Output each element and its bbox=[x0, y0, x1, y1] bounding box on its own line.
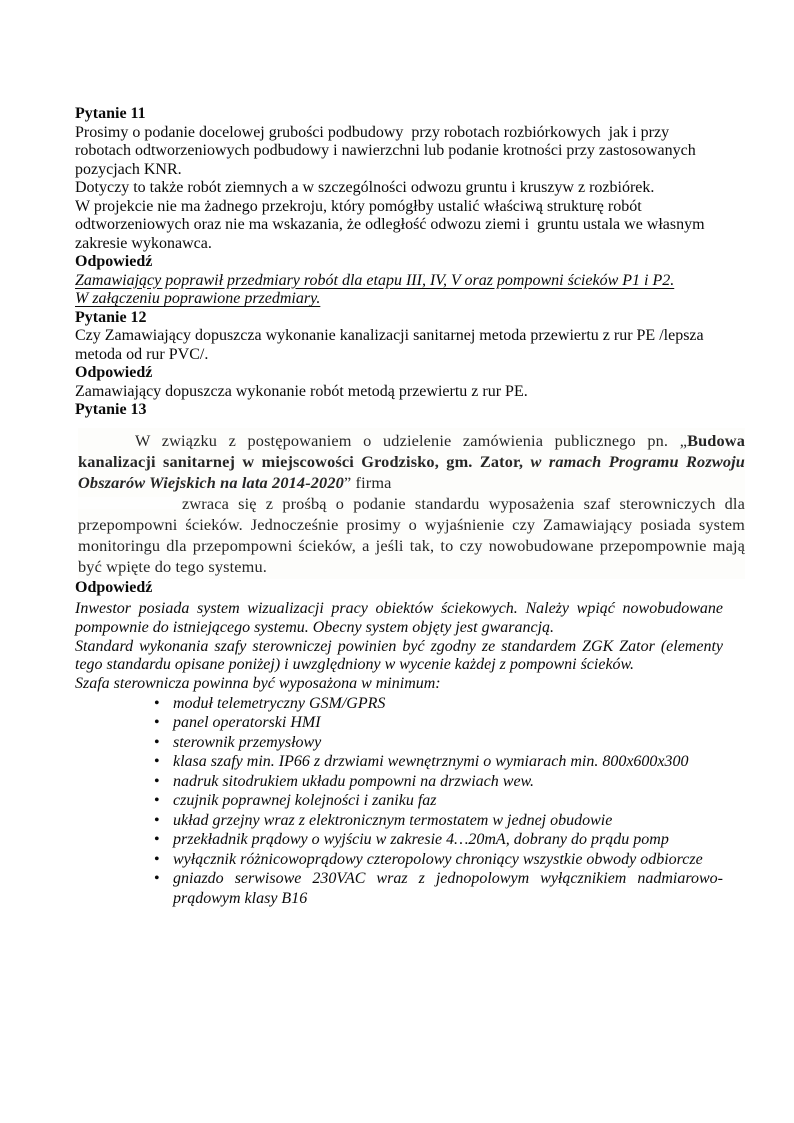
spec-item: • nadruk sitodrukiem układu pompowni na drzwiach wew. bbox=[152, 772, 723, 792]
spec-item: • gniazdo serwisowe 230VAC wraz z jednopolowym wyłącznikiem nadmiarowo-prądowym klasy B16 bbox=[152, 869, 723, 908]
spec-item: • przekładnik prądowy o wyjściu w zakresie 4…20mA, dobrany do prądu pomp bbox=[152, 830, 723, 850]
answer-11-label: Odpowiedź bbox=[75, 253, 153, 270]
answer-12-label: Odpowiedź bbox=[75, 364, 153, 381]
question-11-paragraph-3: W projekcie nie ma żadnego przekroju, który pomógłby ustalić właściwą strukturę robót odtworzeniowych oraz nie ma wskazania, że odległość odwozu ziemi i gruntu ustala we własnym zakresie wykonawca. bbox=[75, 197, 709, 252]
redacted-company-name bbox=[78, 497, 182, 509]
answer-11-line-2: W załączeniu poprawione przedmiary. bbox=[75, 290, 321, 307]
spec-item: • klasa szafy min. IP66 z drzwiami wewnętrznymi o wymiarach min. 800x600x300 bbox=[152, 752, 723, 772]
scan-body-text: zwraca się z prośbą o podanie standardu wyposażenia szaf sterowniczych dla przepompowni ścieków. Jednocześnie prosimy o wyjaśnienie czy Zamawiający posiada system monitoringu dla przepompowni ścieków, a jeśli tak, to czy nowobudowane przepompownie mają być wpięte do tego systemu. bbox=[78, 493, 745, 576]
question-12-heading: Pytanie 12 bbox=[75, 308, 147, 326]
answer-13-paragraph-1: Inwestor posiada system wizualizacji pracy obiektów ściekowych. Należy wpiąć nowobudowane pompownie do istniejącego systemu. Obecny system objęty jest gwarancją. bbox=[75, 600, 723, 636]
answer-11-text bbox=[75, 272, 723, 309]
question-11-section bbox=[75, 105, 723, 309]
spec-item: • układ grzejny wraz z elektronicznym termostatem w jednej obudowie bbox=[152, 811, 723, 831]
spec-item: • sterownik przemysłowy bbox=[152, 733, 723, 753]
answer-13-paragraph-2: Standard wykonania szafy sterowniczej powinien być zgodny ze standardem ZGK Zator (elementy tego standardu opisane poniżej) i uwzględniony w wycenie każdej z pompowni ścieków. bbox=[75, 637, 723, 674]
cabinet-spec-list bbox=[152, 694, 723, 909]
scan-after-title-text: ” firma bbox=[343, 472, 392, 492]
spec-item: • czujnik poprawnej kolejności i zaniku faz bbox=[152, 791, 723, 811]
question-13-section bbox=[75, 401, 745, 908]
scan-paragraph-2 bbox=[78, 493, 745, 577]
answer-12-text: Zamawiający dopuszcza wykonanie robót metodą przewiertu z rur PE. bbox=[75, 382, 528, 400]
question-11-paragraph-1: Prosimy o podanie docelowej grubości podbudowy przy robotach rozbiórkowych jak i przy robotach odtworzeniowych podbudowy i nawierzchni lub podanie krotności przy zastosowanych pozycjach KNR. bbox=[75, 123, 700, 178]
question-12-paragraph: Czy Zamawiający dopuszcza wykonanie kanalizacji sanitarnej metoda przewiertu z rur PE /lepsza metoda od rur PVC/. bbox=[75, 327, 704, 363]
answer-13-paragraph-3: Szafa sterownicza powinna być wyposażona w minimum: bbox=[75, 675, 441, 693]
scan-intro-text: W związku z postępowaniem o udzielenie zamówienia publicznego pn. „ bbox=[135, 430, 688, 450]
spec-item: • moduł telemetryczny GSM/GPRS bbox=[152, 694, 723, 714]
question-12-section bbox=[75, 309, 723, 402]
question-11-paragraph-2: Dotyczy to także robót ziemnych a w szczególności odwozu gruntu i kruszyw z rozbiórek. bbox=[75, 179, 655, 196]
question-13-heading: Pytanie 13 bbox=[75, 401, 147, 418]
answer-13-text bbox=[75, 600, 723, 908]
spec-item: • panel operatorski HMI bbox=[152, 713, 723, 733]
scan-paragraph-1 bbox=[78, 430, 745, 493]
question-11-heading: Pytanie 11 bbox=[75, 105, 146, 122]
answer-13-label: Odpowiedź bbox=[75, 578, 153, 596]
answer-11-line-1: Zamawiający poprawił przedmiary robót dla etapu III, IV, V oraz pompowni ścieków P1 i P2. bbox=[75, 271, 675, 289]
tender-title-bold: Budowa kanalizacji sanitarnej w miejscowości Grodzisko, gm. Zator, bbox=[78, 430, 745, 471]
spec-item: • wyłącznik różnicowoprądowy czteropolowy chroniący wszystkie obwody odbiorcze bbox=[152, 850, 723, 870]
scanned-question-excerpt bbox=[78, 428, 745, 579]
tender-programme-bold-italic: w ramach Programu Rozwoju Obszarów Wiejskich na lata 2014-2020 bbox=[78, 451, 745, 492]
